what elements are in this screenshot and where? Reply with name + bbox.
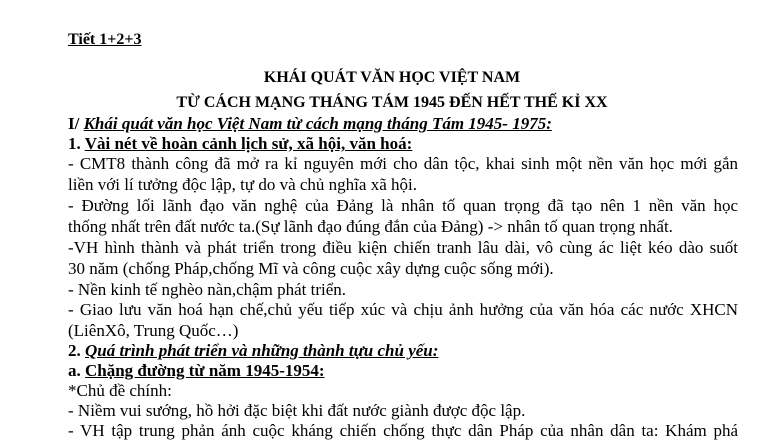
subsection-1-title: Vài nét về hoàn cảnh lịch sử, xã hội, văn hoá: bbox=[84, 134, 413, 153]
subsection-a-title: Chặng đường từ năm 1945-1954: bbox=[85, 361, 325, 380]
document-title-line-2: TỪ CÁCH MẠNG THÁNG TÁM 1945 ĐẾN HẾT THẾ KỈ XX bbox=[176, 94, 608, 111]
theme-heading: *Chủ đề chính: bbox=[68, 381, 172, 400]
subsection-a-number: a. bbox=[68, 361, 85, 380]
subsection-2-number: 2. bbox=[68, 341, 85, 360]
subsection-1-heading bbox=[68, 134, 412, 154]
paragraph-line: 30 năm (chống Pháp,chống Mĩ và công cuộc xây dựng cuộc sống mới). bbox=[68, 259, 554, 278]
paragraph-line: (LiênXô, Trung Quốc…) bbox=[68, 321, 239, 340]
document-title-line-1: KHÁI QUÁT VĂN HỌC VIỆT NAM bbox=[263, 69, 521, 86]
subsection-2-heading bbox=[68, 341, 438, 361]
paragraph-line: thống nhất trên đất nước ta.(Sự lãnh đạo đúng đắn của Đảng) -> nhân tố quan trọng nhất. bbox=[68, 217, 673, 236]
paragraph-line: - VH tập trung phản ánh cuộc kháng chiến chống thực dân Pháp của nhân dân ta: Khám phá bbox=[68, 421, 738, 440]
subsection-1-number: 1. bbox=[68, 134, 85, 153]
subsection-a-heading bbox=[68, 361, 325, 381]
section-1-number: I/ bbox=[68, 114, 84, 133]
paragraph-line: - CMT8 thành công đã mở ra kỉ nguyên mới cho dân tộc, khai sinh một nền văn học mới gắn bbox=[68, 154, 738, 173]
paragraph-line: - Nền kinh tế nghèo nàn,chậm phát triển. bbox=[68, 280, 347, 299]
paragraph-line: -VH hình thành và phát triển trong điều kiện chiến tranh lâu dài, vô cùng ác liệt kéo dào suốt bbox=[68, 238, 738, 257]
paragraph-line: - Giao lưu văn hoá hạn chế,chủ yếu tiếp xúc và chịu ảnh hưởng của văn hóa các nước XHCN bbox=[68, 300, 738, 319]
paragraph-line: - Đường lối lãnh đạo văn nghệ của Đảng là nhân tố quan trọng đã tạo nên 1 nền văn học bbox=[68, 196, 738, 215]
subsection-2-title: Quá trình phát triển và những thành tựu chủ yếu: bbox=[85, 341, 439, 360]
lesson-heading: Tiết 1+2+3 bbox=[68, 31, 142, 48]
section-1-title: Khái quát văn học Việt Nam từ cách mạng tháng Tám 1945- 1975: bbox=[83, 114, 552, 133]
paragraph-line: liền với lí tưởng độc lập, tự do và chủ nghĩa xã hội. bbox=[68, 175, 417, 194]
paragraph-line: - Niềm vui sướng, hồ hởi đặc biệt khi đất nước giành được độc lập. bbox=[68, 401, 526, 420]
section-1-heading bbox=[68, 114, 552, 134]
